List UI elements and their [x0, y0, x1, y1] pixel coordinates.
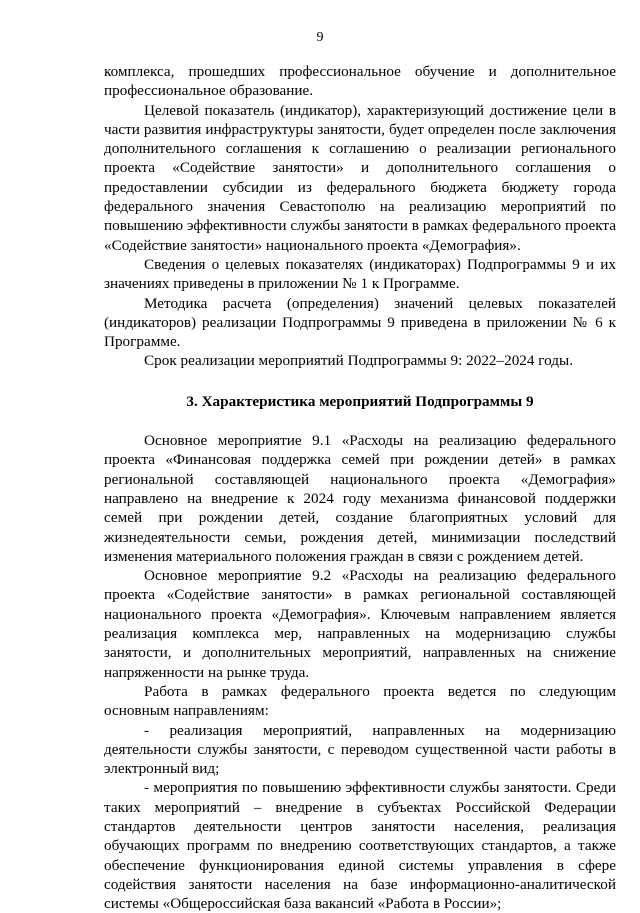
list-item-modernization: - реализация мероприятий, направленных на модернизацию деятельности службы занятости, с переводом существенной части работы в электронный вид; [104, 721, 616, 778]
paragraph-methodology: Методика расчета (определения) значений целевых показателей (индикаторов) реализации Подпрограммы 9 приведена в приложении № 6 к Программе. [104, 294, 616, 351]
document-body [104, 62, 616, 913]
paragraph-measure-9-2: Основное мероприятие 9.2 «Расходы на реализацию федерального проекта «Содействие занятости» в рамках региональной составляющей национального проекта «Демография». Ключевым направлением является реализация комплекса мер, направленных на модернизацию службы занятости, и дополнительных мероприятий, направленных на снижение напряженности на рынке труда. [104, 567, 616, 681]
list-item-efficiency: - мероприятия по повышению эффективности службы занятости. Среди таких мероприятий – внедрение в субъектах Российской Федерации стандартов деятельности центров занятости населения, реализация обучающих программ по внедрению соответствующих стандартов, а также обеспечение функционирования единой системы управления в сфере содействия занятости населения на базе информационно-аналитической системы «Общероссийская база вакансий «Работа в России»; [104, 779, 616, 913]
paragraph-continuation: комплекса, прошедших профессиональное обучение и дополнительное профессиональное образование. [104, 63, 616, 100]
paragraph-target-indicator: Целевой показатель (индикатор), характеризующий достижение цели в части развития инфраструктуры занятости, будет определен после заключения дополнительного соглашения к соглашению о реализации регионального проекта «Содействие занятости» и дополнительного соглашения о предоставлении субсидии из федерального бюджета бюджету города федерального значения Севастополю на реализацию мероприятий по повышению эффективности службы занятости в рамках федерального проекта «Содействие занятости» национального проекта «Демография». [104, 101, 616, 254]
section-heading: 3. Характеристика мероприятий Подпрограммы 9 [186, 392, 534, 410]
paragraph-measure-9-1: Основное мероприятие 9.1 «Расходы на реализацию федерального проекта «Финансовая поддержка семей при рождении детей» в рамках региональной составляющей национального проекта «Демография» направлено на внедрение к 2024 году механизма финансовой поддержки семей при рождении детей, создание благоприятных условий для жизнедеятельности семьи, рождения детей, минимизации последствий изменения материального положения граждан в связи с рождением детей. [104, 432, 616, 565]
paragraph-term: Срок реализации мероприятий Подпрограммы 9: 2022–2024 годы. [144, 352, 574, 370]
paragraph-directions-intro: Работа в рамках федерального проекта ведется по следующим основным направлениям: [104, 682, 616, 720]
paragraph-indicators-info: Сведения о целевых показателях (индикаторах) Подпрограммы 9 и их значениях приведены в приложении № 1 к Программе. [104, 255, 616, 293]
page-number: 9 [316, 30, 324, 45]
